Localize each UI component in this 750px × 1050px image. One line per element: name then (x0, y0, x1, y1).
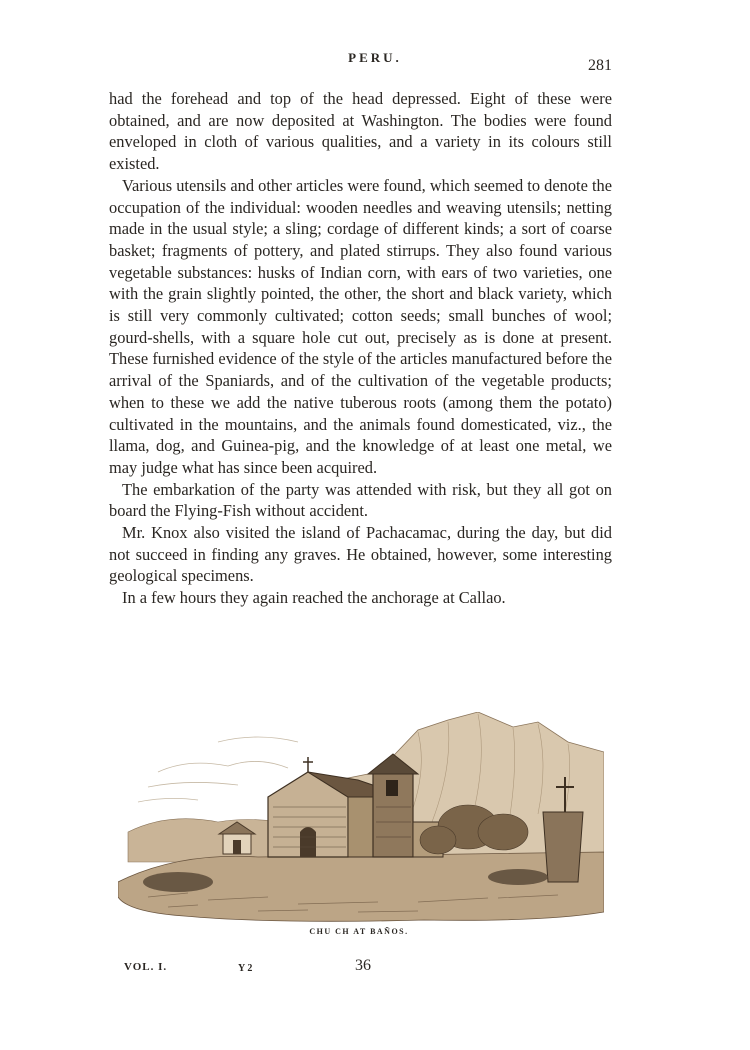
paragraph: Various utensils and other articles were found, which seemed to denote the occupation of the individual: wooden needles and weaving utensils; netting made in the usual style; a sling; cordage of different kinds; a sort of coarse basket; fragments of pottery, and plated stirrups. They also found various vegetable substances: husks of Indian corn, with ears of two varieties, one with the grain slightly pointed, the other, the short and black variety, which is still very commonly cultivated; cotton seeds; small bunches of wool; gourd-shells, with a square hole cut out, precisely as is done at present. These furnished evidence of the style of the articles manufactured before the arrival of the Spaniards, and of the cultivation of the vegetable products; when to these we add the native tuberous roots (among them the potato) cultivated in the mountains, and the animals found domesticated, viz., the llama, dog, and Guinea-pig, and the knowledge of at least one metal, we may judge what has since been acquired. (109, 175, 612, 477)
page-number: 281 (588, 57, 612, 74)
paragraph: had the forehead and top of the head depressed. Eight of these were obtained, and are now deposited at Washington. The bodies were found enveloped in cloth of various qualities, and a variety in its colours still existed. (109, 89, 612, 174)
paragraph: The embarkation of the party was attended with risk, but they all got on board the Flying-Fish without accident. (109, 479, 612, 521)
signature-mark: Y 2 (238, 963, 253, 974)
running-head: PERU. (348, 50, 402, 65)
body-text (109, 88, 612, 609)
figure-caption: CHU CH AT BAÑOS. (309, 927, 409, 936)
sheet-number: 36 (355, 957, 371, 974)
paragraph: In a few hours they again reached the anchorage at Callao. (122, 588, 506, 608)
page-footer (0, 957, 750, 981)
church-illustration (118, 712, 604, 922)
volume-label: VOL. I. (124, 961, 168, 973)
paragraph: Mr. Knox also visited the island of Pachacamac, during the day, but did not succeed in finding any graves. He obtained, however, some interesting geological specimens. (109, 523, 612, 586)
sky-clouds (138, 737, 298, 802)
